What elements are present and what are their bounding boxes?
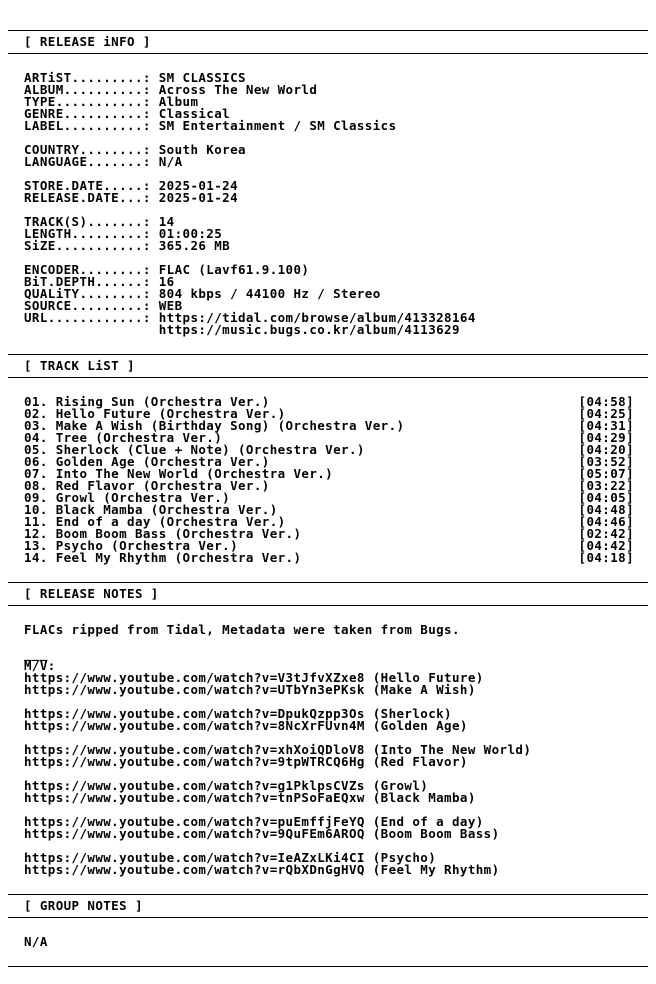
info-tracks: TRACK(S).......: 14 [24,214,175,229]
info-type: TYPE...........: Album [24,94,199,109]
track-duration: [04:18] [578,550,634,565]
track-duration: [04:42] [578,538,634,553]
mv-link[interactable]: https://www.youtube.com/watch?v=V3tJfvXZxe8 (Hello Future) [24,670,484,685]
track-title: 03. Make A Wish (Birthday Song) (Orchestra Ver.) [24,418,405,433]
section-title-release-notes: [ RELEASE NOTES ] [24,586,159,601]
track-row [24,552,634,564]
track-title: 09. Growl (Orchestra Ver.) [24,490,231,505]
divider [8,53,648,54]
info-encoder: ENCODER........: FLAC (Lavf61.9.100) [24,262,310,277]
divider [8,582,648,583]
track-title: 04. Tree (Orchestra Ver.) [24,430,223,445]
notes-mv-label: M/V: [24,658,56,673]
info-genre: GENRE..........: Classical [24,106,231,121]
mv-link[interactable]: https://www.youtube.com/watch?v=tnPSoFaEQxw (Black Mamba) [24,790,476,805]
track-duration: [04:20] [578,442,634,457]
divider [8,966,648,967]
track-duration: [04:46] [578,514,634,529]
section-title-release-info: [ RELEASE iNFO ] [24,34,151,49]
mv-link[interactable]: https://www.youtube.com/watch?v=9tpWTRCQ6Hg (Red Flavor) [24,754,468,769]
info-url-tidal[interactable]: URL............: https://tidal.com/browse/album/413328164 [24,310,476,325]
mv-link[interactable]: https://www.youtube.com/watch?v=rQbXDnGgHVQ (Feel My Rhythm) [24,862,500,877]
track-duration: [04:48] [578,502,634,517]
track-title: 07. Into The New World (Orchestra Ver.) [24,466,334,481]
divider [8,917,648,918]
mv-link[interactable]: https://www.youtube.com/watch?v=IeAZxLKi4CI (Psycho) [24,850,437,865]
mv-link[interactable]: https://www.youtube.com/watch?v=xhXoiQDloV8 (Into The New World) [24,742,532,757]
section-title-group-notes: [ GROUP NOTES ] [24,898,143,913]
divider [8,894,648,895]
track-title: 08. Red Flavor (Orchestra Ver.) [24,478,270,493]
track-title: 12. Boom Boom Bass (Orchestra Ver.) [24,526,302,541]
info-length: LENGTH.........: 01:00:25 [24,226,223,241]
info-country: COUNTRY........: South Korea [24,142,246,157]
track-title: 11. End of a day (Orchestra Ver.) [24,514,286,529]
info-quality: QUALiTY........: 804 kbps / 44100 Hz / Stereo [24,286,381,301]
track-duration: [03:52] [578,454,634,469]
track-title: 06. Golden Age (Orchestra Ver.) [24,454,270,469]
track-duration: [05:07] [578,466,634,481]
info-size: SiZE...........: 365.26 MB [24,238,231,253]
track-duration: [04:29] [578,430,634,445]
track-duration: [04:05] [578,490,634,505]
track-title: 13. Psycho (Orchestra Ver.) [24,538,238,553]
divider [8,30,648,31]
info-store-date: STORE.DATE.....: 2025-01-24 [24,178,238,193]
mv-link[interactable]: https://www.youtube.com/watch?v=puEmffjFeYQ (End of a day) [24,814,484,829]
info-url-bugs[interactable]: https://music.bugs.co.kr/album/4113629 [24,322,460,337]
info-language: LANGUAGE.......: N/A [24,154,183,169]
track-title: 10. Black Mamba (Orchestra Ver.) [24,502,278,517]
divider [8,354,648,355]
group-notes-text: N/A [24,934,48,949]
info-label: LABEL..........: SM Entertainment / SM Classics [24,118,397,133]
track-title: 05. Sherlock (Clue + Note) (Orchestra Ver.) [24,442,365,457]
info-album: ALBUM..........: Across The New World [24,82,318,97]
track-title: 01. Rising Sun (Orchestra Ver.) [24,394,270,409]
info-bit-depth: BiT.DEPTH......: 16 [24,274,175,289]
divider [8,377,648,378]
track-title: 14. Feel My Rhythm (Orchestra Ver.) [24,550,302,565]
track-title: 02. Hello Future (Orchestra Ver.) [24,406,286,421]
mv-link[interactable]: https://www.youtube.com/watch?v=8NcXrFUvn4M (Golden Age) [24,718,468,733]
info-source: SOURCE.........: WEB [24,298,183,313]
track-duration: [04:25] [578,406,634,421]
mv-link[interactable]: https://www.youtube.com/watch?v=UTbYn3ePKsk (Make A Wish) [24,682,476,697]
notes-summary: FLACs ripped from Tidal, Metadata were taken from Bugs. [24,622,460,637]
info-release-date: RELEASE.DATE...: 2025-01-24 [24,190,238,205]
mv-link[interactable]: https://www.youtube.com/watch?v=DpukQzpp3Os (Sherlock) [24,706,452,721]
track-duration: [02:42] [578,526,634,541]
divider [8,605,648,606]
mv-link[interactable]: https://www.youtube.com/watch?v=9QuFEm6AROQ (Boom Boom Bass) [24,826,500,841]
track-duration: [04:58] [578,394,634,409]
track-duration: [04:31] [578,418,634,433]
notes-separator: ___ [24,646,48,661]
track-duration: [03:22] [578,478,634,493]
info-artist: ARTiST.........: SM CLASSICS [24,70,246,85]
mv-link[interactable]: https://www.youtube.com/watch?v=g1PklpsCVZs (Growl) [24,778,429,793]
section-title-track-list: [ TRACK LiST ] [24,358,135,373]
